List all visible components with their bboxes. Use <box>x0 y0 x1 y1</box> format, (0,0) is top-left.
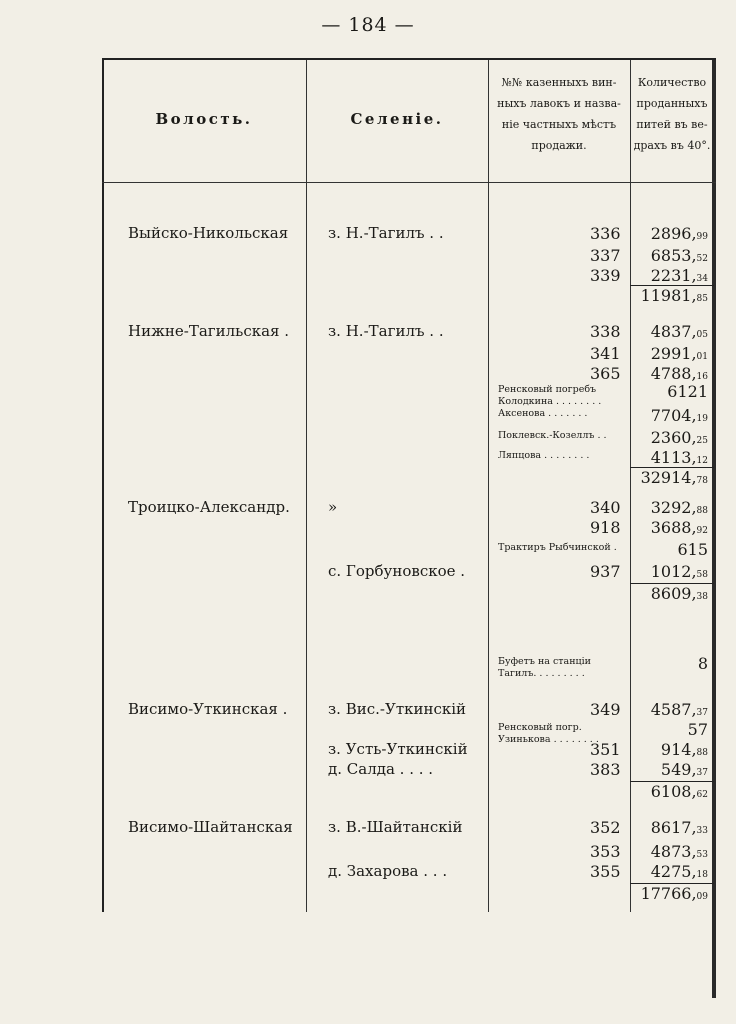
private-shop-name: Ляпцова . . . . . . . . <box>498 450 590 461</box>
shop-number: 353 <box>590 842 621 861</box>
quantity-value <box>608 344 708 363</box>
quantity-value <box>608 720 708 739</box>
volost-name: Висимо-Уткинская . <box>128 700 288 718</box>
quantity-value <box>608 862 708 881</box>
selo-name: з. В.-Шайтанскій <box>328 818 463 836</box>
quantity-whole: 3688, <box>650 518 697 537</box>
quantity-whole: 17766, <box>640 884 697 903</box>
private-shop-name: Ренсковый погр. Узинькова . . . . . . . . <box>498 722 599 745</box>
selo-name: » <box>328 498 338 516</box>
volost-name: Нижне-Тагильская . <box>128 322 290 340</box>
header-quantity-line: питей въ ве- <box>636 118 708 131</box>
quantity-fraction: 12 <box>696 456 708 466</box>
quantity-fraction: 88 <box>696 748 708 758</box>
quantity-whole: 8 <box>697 654 708 673</box>
quantity-value <box>608 760 708 779</box>
quantity-whole: 1012, <box>650 562 697 581</box>
header-quantity-line: проданныхъ <box>636 97 708 110</box>
shop-number: 355 <box>590 862 621 881</box>
quantity-value <box>608 700 708 719</box>
quantity-whole: 3292, <box>650 498 697 517</box>
quantity-fraction: 78 <box>696 476 708 486</box>
quantity-fraction: 58 <box>696 570 708 580</box>
header-quantity-line: драхъ въ 40°. <box>633 139 711 152</box>
header-shops <box>488 72 630 156</box>
quantity-whole: 2231, <box>650 266 697 285</box>
private-shop-name: Ренсковый погребъ Колодкина . . . . . . . . <box>498 384 602 407</box>
subtotal-rule <box>630 285 714 286</box>
quantity-value <box>608 540 708 559</box>
shop-number: 937 <box>590 562 621 581</box>
quantity-whole: 11981, <box>640 286 697 305</box>
quantity-value <box>608 518 708 537</box>
shop-number: 349 <box>590 700 621 719</box>
volost-name: Выйско-Никольская <box>128 224 289 242</box>
quantity-value <box>608 224 708 243</box>
quantity-whole: 4113, <box>650 448 697 467</box>
table-frame <box>102 58 716 912</box>
shop-number: 341 <box>590 344 621 363</box>
quantity-whole: 8617, <box>650 818 697 837</box>
selo-name: д. Захарова . . . <box>328 862 448 880</box>
quantity-fraction: 62 <box>696 790 708 800</box>
quantity-whole: 8609, <box>650 584 697 603</box>
quantity-value <box>608 266 708 285</box>
selo-name: с. Горбуновское . <box>328 562 466 580</box>
quantity-value <box>608 562 708 581</box>
header-rule <box>102 182 716 183</box>
quantity-fraction: 92 <box>696 526 708 536</box>
quantity-whole: 6108, <box>650 782 697 801</box>
subtotal-value <box>608 468 708 487</box>
quantity-fraction: 52 <box>696 254 708 264</box>
quantity-whole: 2360, <box>650 428 697 447</box>
quantity-whole: 4837, <box>650 322 697 341</box>
shop-number: 365 <box>590 364 621 383</box>
header-shops-line: продажи. <box>531 139 587 152</box>
col-line-left <box>102 60 104 912</box>
private-shop-name: Аксенова . . . . . . . <box>498 408 588 419</box>
selo-name: з. Усть-Уткинскій <box>328 740 468 758</box>
shop-number: 337 <box>590 246 621 265</box>
subtotal-value <box>608 782 708 801</box>
selo-name: д. Салда . . . . <box>328 760 434 778</box>
header-shops-line: ніе частныхъ мѣстъ <box>501 118 617 131</box>
quantity-fraction: 85 <box>696 294 708 304</box>
header-volost: Волость. <box>155 110 253 128</box>
quantity-fraction: 33 <box>696 826 708 836</box>
subtotal-value <box>608 286 708 305</box>
subtotal-rule <box>630 781 714 782</box>
private-shop-name: Буфетъ на станціи Тагилъ. . . . . . . . . <box>498 656 592 679</box>
quantity-fraction: 01 <box>696 352 708 362</box>
subtotal-value <box>608 584 708 603</box>
quantity-value <box>608 382 708 401</box>
quantity-value <box>608 654 708 673</box>
quantity-fraction: 18 <box>696 870 708 880</box>
quantity-whole: 4275, <box>650 862 697 881</box>
quantity-fraction: 34 <box>696 274 708 284</box>
quantity-value <box>608 246 708 265</box>
quantity-value <box>608 842 708 861</box>
quantity-fraction: 05 <box>696 330 708 340</box>
quantity-fraction: 19 <box>696 414 708 424</box>
quantity-fraction: 38 <box>696 592 708 602</box>
shop-number: 339 <box>590 266 621 285</box>
private-shop-name: Поклевск.-Козеллъ . . <box>498 430 607 441</box>
quantity-value <box>608 448 708 467</box>
header-selo: Селеніе. <box>350 110 444 128</box>
volost-name: Висимо-Шайтанская <box>128 818 293 836</box>
volost-name: Троицко-Александр. <box>128 498 290 516</box>
selo-name: з. Н.-Тагилъ . . <box>328 224 444 242</box>
shop-number: 340 <box>590 498 621 517</box>
shop-number: 351 <box>590 740 621 759</box>
quantity-whole: 549, <box>660 760 697 779</box>
quantity-fraction: 37 <box>696 708 708 718</box>
quantity-whole: 2991, <box>650 344 697 363</box>
quantity-whole: 57 <box>687 720 708 739</box>
quantity-value <box>608 498 708 517</box>
quantity-whole: 4587, <box>650 700 697 719</box>
quantity-fraction: 09 <box>696 892 708 902</box>
quantity-whole: 4788, <box>650 364 697 383</box>
quantity-fraction: 37 <box>696 768 708 778</box>
quantity-whole: 7704, <box>650 406 697 425</box>
col-line-2 <box>488 60 489 912</box>
quantity-value <box>608 364 708 383</box>
quantity-value <box>608 740 708 759</box>
quantity-whole: 2896, <box>650 224 697 243</box>
quantity-fraction: 25 <box>696 436 708 446</box>
selo-name: з. Н.-Тагилъ . . <box>328 322 444 340</box>
header-quantity-line: Количество <box>637 76 707 89</box>
subtotal-rule <box>630 583 714 584</box>
quantity-whole: 6121 <box>667 382 708 401</box>
quantity-fraction: 16 <box>696 372 708 382</box>
shop-number: 918 <box>590 518 621 537</box>
header-quantity <box>630 72 714 156</box>
quantity-fraction: 99 <box>696 232 708 242</box>
col-line-1 <box>306 60 307 912</box>
quantity-fraction: 53 <box>696 850 708 860</box>
shop-number: 352 <box>590 818 621 837</box>
selo-name: з. Вис.-Уткинскій <box>328 700 467 718</box>
quantity-whole: 32914, <box>640 468 697 487</box>
quantity-value <box>608 818 708 837</box>
quantity-fraction: 88 <box>696 506 708 516</box>
quantity-whole: 615 <box>677 540 708 559</box>
quantity-whole: 6853, <box>650 246 697 265</box>
quantity-value <box>608 428 708 447</box>
quantity-whole: 4873, <box>650 842 697 861</box>
header-shops-line: №№ казенныхъ вин- <box>501 76 617 89</box>
shop-number: 338 <box>590 322 621 341</box>
subtotal-rule <box>630 467 714 468</box>
page-number: — 184 — <box>321 14 415 36</box>
subtotal-rule <box>630 883 714 884</box>
quantity-value <box>608 406 708 425</box>
quantity-value <box>608 322 708 341</box>
header-shops-line: ныхъ лавокъ и назва- <box>497 97 621 110</box>
quantity-whole: 914, <box>660 740 697 759</box>
shop-number: 383 <box>590 760 621 779</box>
shop-number: 336 <box>590 224 621 243</box>
private-shop-name: Трактиръ Рыбчинской . <box>498 542 617 553</box>
subtotal-value <box>608 884 708 903</box>
